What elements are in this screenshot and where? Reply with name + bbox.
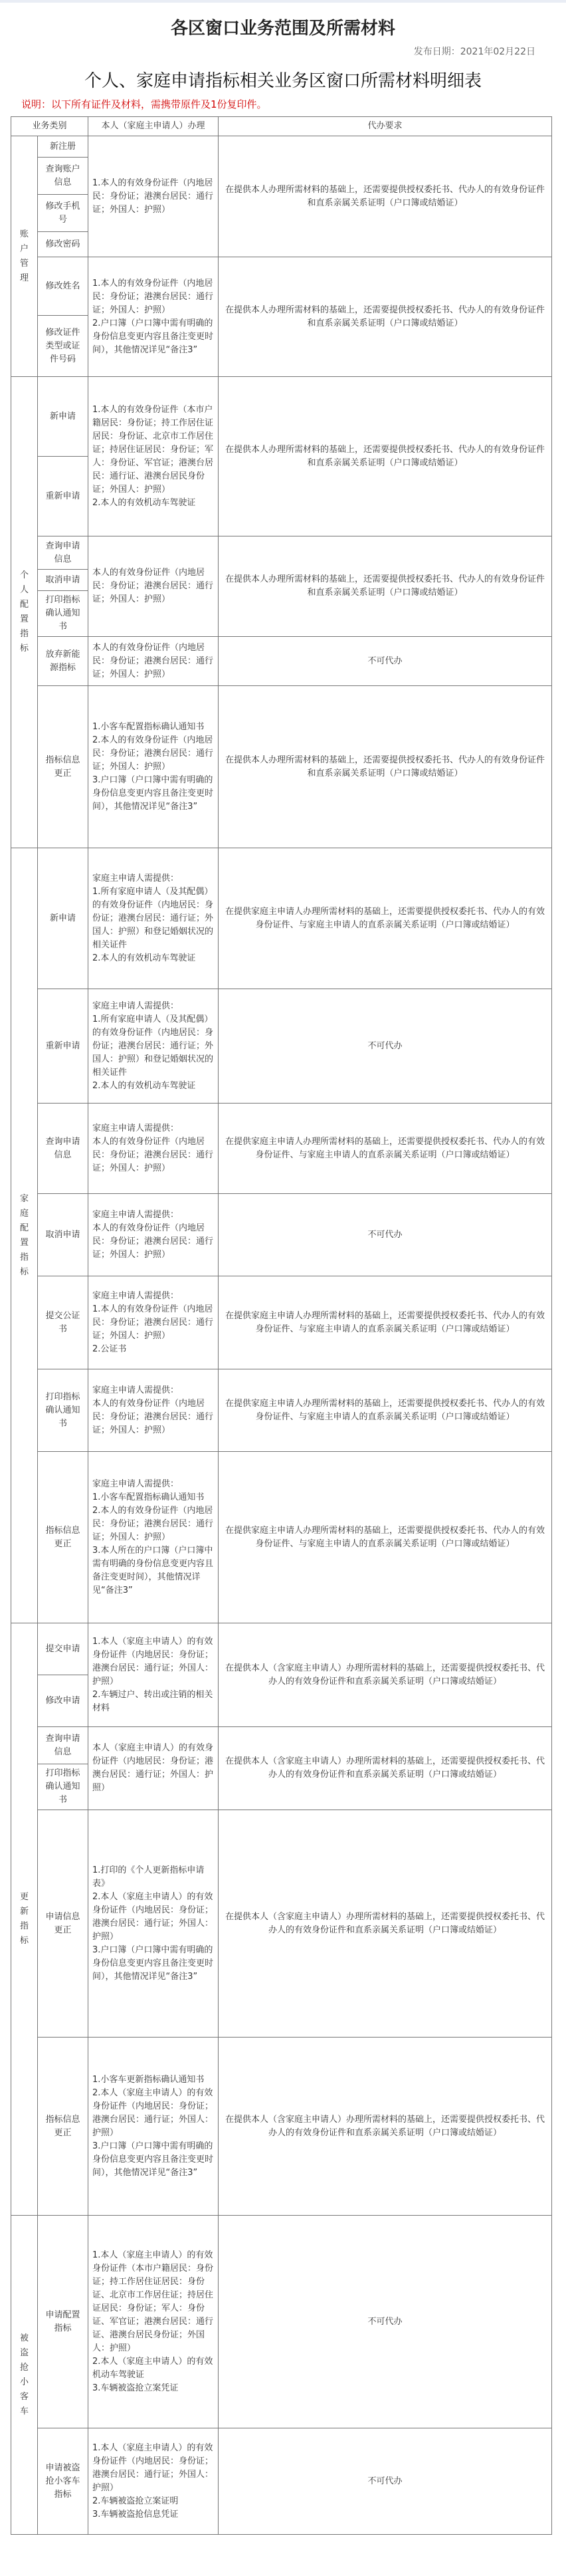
item-family-query: 查询申请信息 <box>38 1104 88 1194</box>
item-update-submit: 提交申请 <box>38 1623 88 1675</box>
category-personal: 个人配置指标 <box>11 377 38 848</box>
page-title: 各区窗口业务范围及所需材料 <box>170 19 395 39</box>
agent-requirement: 在提供本人（含家庭主申请人）办理所需材料的基础上，还需要提供授权委托书、代办人的有效身份证件和直系亲属关系证明（户口簿或结婚证） <box>219 1810 552 2038</box>
table-row <box>11 1623 552 1675</box>
category-update: 更新指标 <box>11 1623 38 2216</box>
item-new-register: 新注册 <box>38 136 88 158</box>
item-query-account: 查询账户信息 <box>38 158 88 195</box>
table-row <box>11 2428 552 2535</box>
item-personal-reapply: 重新申请 <box>38 457 88 536</box>
self-materials: 1.本人（家庭主申请人）的有效身份证件（本市户籍居民：身份证；持工作居住证居民：身份证、北京市工作居住证；持居住证居民：身份证；军人：身份证、军官证；港澳台居民：通行证、港澳台居民身份证；外国人：护照） 2.本人（家庭主申请人）的有效机动车驾驶证 3.车辆被盗抢立案凭证 <box>88 2216 219 2428</box>
header-category: 业务类别 <box>11 117 88 136</box>
item-family-print: 打印指标确认通知书 <box>38 1369 88 1452</box>
self-materials: 1.本人的有效身份证件（内地居民：身份证；港澳台居民：通行证；外国人：护照） <box>88 136 219 257</box>
item-personal-print: 打印指标确认通知书 <box>38 591 88 637</box>
header-self: 本人（家庭主申请人）办理 <box>88 117 219 136</box>
self-materials: 家庭主申请人需提供： 本人的有效身份证件（内地居民：身份证；港澳台居民：通行证；外国人：护照） <box>88 1104 219 1194</box>
item-modify-password: 修改密码 <box>38 232 88 257</box>
agent-requirement: 不可代办 <box>219 1194 552 1276</box>
agent-requirement: 在提供家庭主申请人办理所需材料的基础上，还需要提供授权委托书、代办人的有效身份证件、与家庭主申请人的直系亲属关系证明（户口簿或结婚证） <box>219 1276 552 1369</box>
table-row <box>11 1452 552 1623</box>
agent-requirement: 不可代办 <box>219 2216 552 2428</box>
agent-requirement: 在提供家庭主申请人办理所需材料的基础上，还需要提供授权委托书、代办人的有效身份证件、与家庭主申请人的直系亲属关系证明（户口簿或结婚证） <box>219 848 552 989</box>
table-row <box>11 989 552 1104</box>
table-row <box>11 1104 552 1194</box>
agent-requirement: 在提供本人办理所需材料的基础上，还需要提供授权委托书、代办人的有效身份证件和直系亲属关系证明（户口簿或结婚证） <box>219 136 552 257</box>
item-stolen-config: 申请配置指标 <box>38 2216 88 2428</box>
self-materials: 1.本人的有效身份证件（本市户籍居民：身份证；持工作居住证居民：身份证、北京市工作居住证；持居住证居民：身份证；军人：身份证、军官证；港澳台居民：通行证、港澳台居民身份证；外国人：护照） 2.本人的有效机动车驾驶证 <box>88 377 219 536</box>
materials-table <box>11 116 552 2535</box>
table-row <box>11 1810 552 2038</box>
item-update-correct: 指标信息更正 <box>38 2038 88 2216</box>
self-materials: 1.打印的《个人更新指标申请表》 2.本人（家庭主申请人）的有效身份证件（内地居民：身份证；港澳台居民：通行证；外国人：护照） 3.户口簿（户口簿中需有明确的身份信息变更内容且备注变更时间），其他情况详见“备注3” <box>88 1810 219 2038</box>
item-modify-id: 修改证件类型或证件号码 <box>38 316 88 377</box>
item-family-new: 新申请 <box>38 848 88 989</box>
item-personal-cancel: 取消申请 <box>38 570 88 591</box>
item-personal-query: 查询申请信息 <box>38 536 88 570</box>
self-materials: 1.小客车更新指标确认通知书 2.本人（家庭主申请人）的有效身份证件（内地居民：身份证；港澳台居民：通行证；外国人：护照） 3.户口簿（户口簿中需有明确的身份信息变更内容且备注变更时间），其他情况详见“备注3” <box>88 2038 219 2216</box>
table-row <box>11 377 552 457</box>
self-materials: 本人的有效身份证件（内地居民：身份证；港澳台居民：通行证；外国人：护照） <box>88 536 219 637</box>
table-row <box>11 1727 552 1764</box>
self-materials: 家庭主申请人需提供： 1.小客车配置指标确认通知书 2.本人的有效身份证件（内地居民：身份证；港澳台居民：通行证；外国人：护照） 3.本人所在的户口簿（户口簿中需有明确的身份信息变更内容且备注变更时间），其他情况详见“备注3” <box>88 1452 219 1623</box>
agent-requirement: 在提供家庭主申请人办理所需材料的基础上，还需要提供授权委托书、代办人的有效身份证件、与家庭主申请人的直系亲属关系证明（户口簿或结婚证） <box>219 1104 552 1194</box>
agent-requirement: 在提供本人办理所需材料的基础上，还需要提供授权委托书、代办人的有效身份证件和直系亲属关系证明（户口簿或结婚证） <box>219 257 552 377</box>
self-materials: 1.小客车配置指标确认通知书 2.本人的有效身份证件（内地居民：身份证；港澳台居民：通行证；外国人：护照） 3.户口簿（户口簿中需有明确的身份信息变更内容且备注变更时间），其他情况详见“备注3” <box>88 686 219 848</box>
table-header-row <box>11 117 552 136</box>
table-row <box>11 2038 552 2216</box>
table-row <box>11 136 552 158</box>
agent-requirement: 在提供本人（含家庭主申请人）办理所需材料的基础上，还需要提供授权委托书、代办人的有效身份证件和直系亲属关系证明（户口簿或结婚证） <box>219 2038 552 2216</box>
table-row <box>11 1369 552 1452</box>
table-title: 个人、家庭申请指标相关业务区窗口所需材料明细表 <box>84 71 482 91</box>
table-row <box>11 637 552 686</box>
item-update-apply-correct: 申请信息更正 <box>38 1810 88 2038</box>
item-stolen-apply: 申请被盗抢小客车指标 <box>38 2428 88 2535</box>
publish-date: 发布日期：2021年02月22日 <box>413 47 535 57</box>
item-family-cancel: 取消申请 <box>38 1194 88 1276</box>
self-materials: 家庭主申请人需提供： 本人的有效身份证件（内地居民：身份证；港澳台居民：通行证；外国人：护照） <box>88 1369 219 1452</box>
table-row <box>11 1194 552 1276</box>
table-row <box>11 2216 552 2428</box>
item-family-notary: 提交公证书 <box>38 1276 88 1369</box>
category-account: 账户管理 <box>11 136 38 377</box>
agent-requirement: 在提供本人（含家庭主申请人）办理所需材料的基础上，还需要提供授权委托书、代办人的有效身份证件和直系亲属关系证明（户口簿或结婚证） <box>219 1623 552 1727</box>
self-materials: 1.本人（家庭主申请人）的有效身份证件（内地居民：身份证；港澳台居民：通行证；外国人：护照） 2.车辆被盗抢立案证明 3.车辆被盗抢信息凭证 <box>88 2428 219 2535</box>
agent-requirement: 在提供本人办理所需材料的基础上，还需要提供授权委托书、代办人的有效身份证件和直系亲属关系证明（户口簿或结婚证） <box>219 536 552 637</box>
item-family-correct: 指标信息更正 <box>38 1452 88 1623</box>
table-row <box>11 686 552 848</box>
item-modify-name: 修改姓名 <box>38 257 88 316</box>
self-materials: 家庭主申请人需提供： 本人的有效身份证件（内地居民：身份证；港澳台居民：通行证；外国人：护照） <box>88 1194 219 1276</box>
self-materials: 家庭主申请人需提供： 1.所有家庭申请人（及其配偶）的有效身份证件（内地居民：身份证；港澳台居民：通行证；外国人：护照）和登记婚姻状况的相关证件 2.本人的有效机动车驾驶证 <box>88 848 219 989</box>
agent-requirement: 在提供本人办理所需材料的基础上，还需要提供授权委托书、代办人的有效身份证件和直系亲属关系证明（户口簿或结婚证） <box>219 377 552 536</box>
note-text: 说明：以下所有证件及材料，需携带原件及1份复印件。 <box>21 98 267 110</box>
table-row <box>11 1276 552 1369</box>
item-personal-new: 新申请 <box>38 377 88 457</box>
category-stolen: 被盗抢小客车 <box>11 2216 38 2535</box>
agent-requirement: 不可代办 <box>219 637 552 686</box>
item-personal-abandon-ev: 放弃新能源指标 <box>38 637 88 686</box>
self-materials: 1.本人（家庭主申请人）的有效身份证件（内地居民：身份证；港澳台居民：通行证；外国人：护照） 2.车辆过户、转出或注销的相关材料 <box>88 1623 219 1727</box>
table-row <box>11 257 552 316</box>
self-materials: 家庭主申请人需提供： 1.所有家庭申请人（及其配偶）的有效身份证件（内地居民：身份证；港澳台居民：通行证；外国人：护照）和登记婚姻状况的相关证件 2.本人的有效机动车驾驶证 <box>88 989 219 1104</box>
item-personal-correct: 指标信息更正 <box>38 686 88 848</box>
header-agent: 代办要求 <box>219 117 552 136</box>
table-row <box>11 536 552 570</box>
agent-requirement: 不可代办 <box>219 989 552 1104</box>
self-materials: 家庭主申请人需提供： 1.本人的有效身份证件（内地居民：身份证；港澳台居民：通行证；外国人：护照） 2.公证书 <box>88 1276 219 1369</box>
item-update-modify: 修改申请 <box>38 1675 88 1727</box>
table-row <box>11 848 552 989</box>
agent-requirement: 在提供家庭主申请人办理所需材料的基础上，还需要提供授权委托书、代办人的有效身份证件、与家庭主申请人的直系亲属关系证明（户口簿或结婚证） <box>219 1369 552 1452</box>
category-family: 家庭配置指标 <box>11 848 38 1623</box>
agent-requirement: 不可代办 <box>219 2428 552 2535</box>
item-update-print: 打印指标确认通知书 <box>38 1764 88 1810</box>
item-family-reapply: 重新申请 <box>38 989 88 1104</box>
self-materials: 1.本人的有效身份证件（内地居民：身份证；港澳台居民：通行证；外国人：护照） 2.户口簿（户口簿中需有明确的身份信息变更内容且备注变更时间），其他情况详见“备注3” <box>88 257 219 377</box>
self-materials: 本人（家庭主申请人）的有效身份证件（内地居民：身份证；港澳台居民：通行证；外国人：护照） <box>88 1727 219 1810</box>
agent-requirement: 在提供本人办理所需材料的基础上，还需要提供授权委托书、代办人的有效身份证件和直系亲属关系证明（户口簿或结婚证） <box>219 686 552 848</box>
agent-requirement: 在提供家庭主申请人办理所需材料的基础上，还需要提供授权委托书、代办人的有效身份证件、与家庭主申请人的直系亲属关系证明（户口簿或结婚证） <box>219 1452 552 1623</box>
item-modify-phone: 修改手机号 <box>38 195 88 232</box>
agent-requirement: 在提供本人（含家庭主申请人）办理所需材料的基础上，还需要提供授权委托书、代办人的有效身份证件和直系亲属关系证明（户口簿或结婚证） <box>219 1727 552 1810</box>
self-materials: 本人的有效身份证件（内地居民：身份证；港澳台居民：通行证；外国人：护照） <box>88 637 219 686</box>
item-update-query: 查询申请信息 <box>38 1727 88 1764</box>
